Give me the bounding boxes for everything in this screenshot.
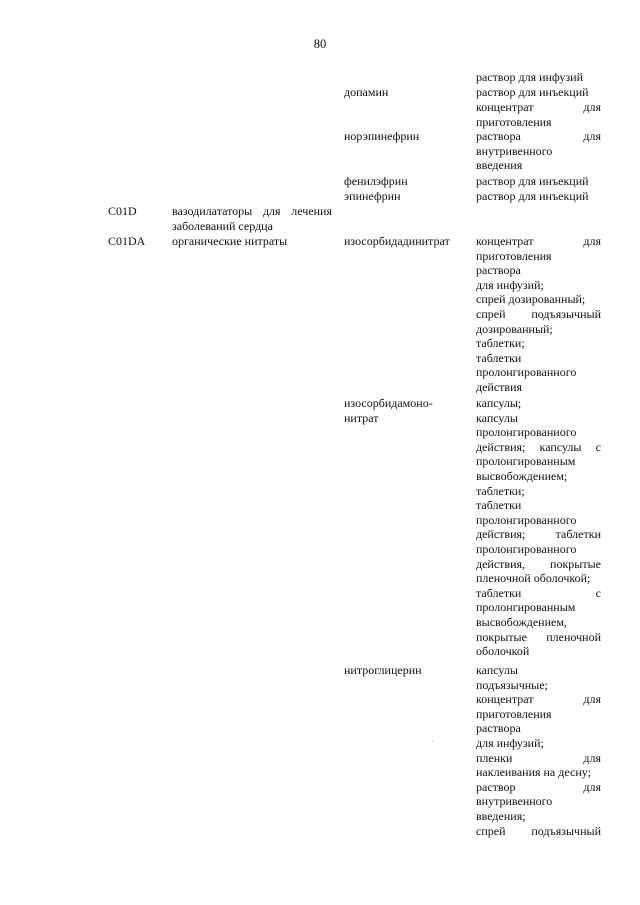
form-line: подъязычные; <box>476 677 548 692</box>
form-line: таблетки; <box>476 336 525 351</box>
form-line: таблетки с <box>476 585 601 600</box>
form-line: капсулы <box>476 410 518 425</box>
drug-name-phenylephrine: фенилэфрин <box>344 174 408 188</box>
group-name-line: органические нитраты <box>172 234 288 248</box>
drug-name-line: нитрат <box>344 410 379 425</box>
form-line: пролонгированного <box>476 541 577 556</box>
form-line: спрей дозированный; <box>476 292 586 307</box>
drug-name-line: изосорбидамоно- <box>344 396 433 410</box>
form-line: введения <box>476 158 523 173</box>
form-line: действия, покрытые <box>476 556 601 571</box>
form-line: дозированный; <box>476 321 553 336</box>
form-list-row-2 <box>476 100 601 129</box>
form-line: приготовления <box>476 248 552 263</box>
form-line: раствора <box>476 263 521 278</box>
form-line: внутривенного <box>476 794 553 809</box>
form-line: концентрат для <box>476 100 601 114</box>
form-line: пленочной оболочкой; <box>476 571 591 586</box>
form-line: раствор для инъекций <box>476 174 589 188</box>
drug-name-dopamine: допамин <box>344 85 389 99</box>
form-line: высвобождением; <box>476 468 568 483</box>
drug-name-isosorbide-dinitrate: изосорбидадинитрат <box>344 234 450 248</box>
form-line: таблетки <box>476 498 522 513</box>
form-line: таблетки <box>476 350 522 365</box>
form-line: пролонгированным <box>476 600 576 615</box>
atc-code-c01da: C01DA <box>108 234 146 248</box>
form-list-row-4 <box>476 174 601 189</box>
form-line: покрытые пленочной <box>476 629 601 644</box>
form-list-row-3 <box>476 129 601 173</box>
page-number: 80 <box>313 37 327 51</box>
form-line: для инфузий; <box>476 735 544 750</box>
group-name-line: заболеваний сердца <box>172 218 273 233</box>
form-line: наклеивания на десну; <box>476 765 591 780</box>
form-list-isosorbide-mononitrate <box>476 396 601 659</box>
group-name-c01d <box>172 204 332 233</box>
form-line: приготовления <box>476 706 552 721</box>
form-line: таблетки; <box>476 483 525 498</box>
drug-name-nitroglycerin: нитроглицерин <box>344 663 422 677</box>
form-line: раствора <box>476 721 521 736</box>
scan-speck <box>432 741 433 742</box>
drug-name-isosorbide-mononitrate <box>344 396 468 425</box>
form-line: раствор для инъекций <box>476 189 589 203</box>
form-line: действия <box>476 379 523 394</box>
form-line: приготовления <box>476 114 552 129</box>
form-line: спрей подъязычный <box>476 823 601 838</box>
form-list-isosorbide-dinitrate <box>476 234 601 395</box>
form-list-nitroglycerin <box>476 663 601 838</box>
group-name-c01da <box>172 234 332 249</box>
form-line: раствор для инфузий <box>476 70 583 84</box>
drug-name-epinephrine: эпинефрин <box>344 189 401 203</box>
form-list-row-5 <box>476 189 601 204</box>
form-line: пролонгированным <box>476 454 576 469</box>
drug-name-norepinephrine: норэпинефрин <box>344 129 420 143</box>
form-line: для инфузий; <box>476 277 544 292</box>
form-list-row-1 <box>476 85 601 100</box>
form-list-row-0 <box>476 70 601 85</box>
atc-code-c01d: C01D <box>108 204 137 218</box>
form-line: пленки для <box>476 750 601 765</box>
form-line: концентрат для <box>476 692 601 707</box>
form-line: спрей подъязычный <box>476 306 601 321</box>
form-line: пролонгированиого <box>476 425 577 440</box>
form-line: высвобождением, <box>476 614 567 629</box>
form-line: пролонгированного <box>476 365 577 380</box>
form-line: раствор для инъекций <box>476 85 589 99</box>
form-line: пролонгированного <box>476 512 577 527</box>
form-line: внутривенного <box>476 143 553 158</box>
form-line: действия; капсулы с <box>476 439 601 454</box>
form-line: действия; таблетки <box>476 527 601 542</box>
form-line: оболочкой <box>476 644 530 659</box>
form-line: капсулы; <box>476 396 522 410</box>
form-line: капсулы <box>476 663 518 677</box>
form-line: раствор для <box>476 779 601 794</box>
form-line: введения; <box>476 808 526 823</box>
group-name-line: вазодилататоры для лечения <box>172 204 332 218</box>
form-line: концентрат для <box>476 234 601 248</box>
form-line: раствора для <box>476 129 601 143</box>
